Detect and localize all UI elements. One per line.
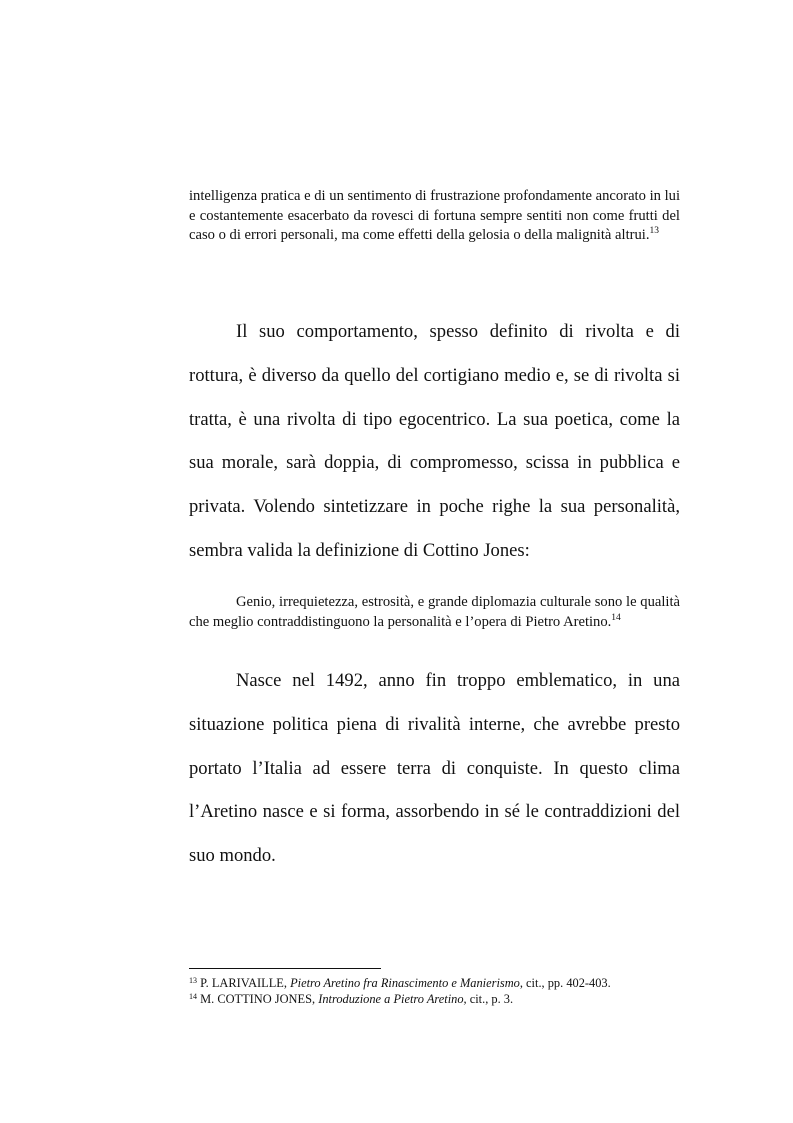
document-page: [189, 0, 680, 1123]
footnote-author: M. COTTINO JONES,: [200, 991, 316, 1006]
footnote-number: 14: [189, 991, 197, 1001]
footnote-title: Pietro Aretino fra Rinascimento e Manierismo: [290, 976, 520, 990]
footnote-separator: [189, 968, 381, 969]
block-quote-cottino-jones: [189, 593, 680, 632]
footnote-citation: cit., p. 3.: [466, 991, 514, 1006]
footnote-13: [189, 976, 680, 992]
footnote-ref-14[interactable]: 14: [611, 612, 621, 623]
footnote-citation: , cit., pp. 402-403.: [519, 976, 611, 990]
footnote-author: P. LARIVAILLE,: [200, 976, 287, 990]
footnote-14: [189, 992, 680, 1008]
quote-mid-text: Genio, irrequietezza, estrosità, e grande diplomazia culturale sono le qualità che meglio contraddistinguono la personalità e l’opera di Pietro Aretino.: [189, 594, 680, 630]
block-quote-top: [189, 187, 680, 246]
footnote-ref-13[interactable]: 13: [649, 226, 659, 236]
quote-top-text: intelligenza pratica e di un sentimento di frustrazione profondamente ancorato in lui e costantemente esacerbato da rovesci di fortuna sempre sentiti non come frutti del caso o di errori personali, ma come effetti della gelosia o della malignità altrui.: [189, 188, 680, 243]
body-paragraph-2: Nasce nel 1492, anno fin troppo emblematico, in una situazione politica piena di rivalità interne, che avrebbe presto portato l’Italia ad essere terra di conquiste. In questo clima l’Aretino nasce e si forma, assorbendo in sé le contraddizioni del suo mondo.: [189, 670, 680, 867]
body-paragraph-1: Il suo comportamento, spesso definito di rivolta e di rottura, è diverso da quello del cortigiano medio e, se di rivolta si tratta, è una rivolta di tipo egocentrico. La sua poetica, come la sua morale, sarà doppia, di compromesso, scissa in pubblica e privata. Volendo sintetizzare in poche righe la sua personalità, sembra valida la definizione di Cottino Jones:: [189, 321, 680, 561]
footnote-number: 13: [189, 976, 197, 985]
footnote-title: Introduzione a Pietro Aretino,: [318, 991, 467, 1006]
footnotes: [189, 976, 680, 1007]
